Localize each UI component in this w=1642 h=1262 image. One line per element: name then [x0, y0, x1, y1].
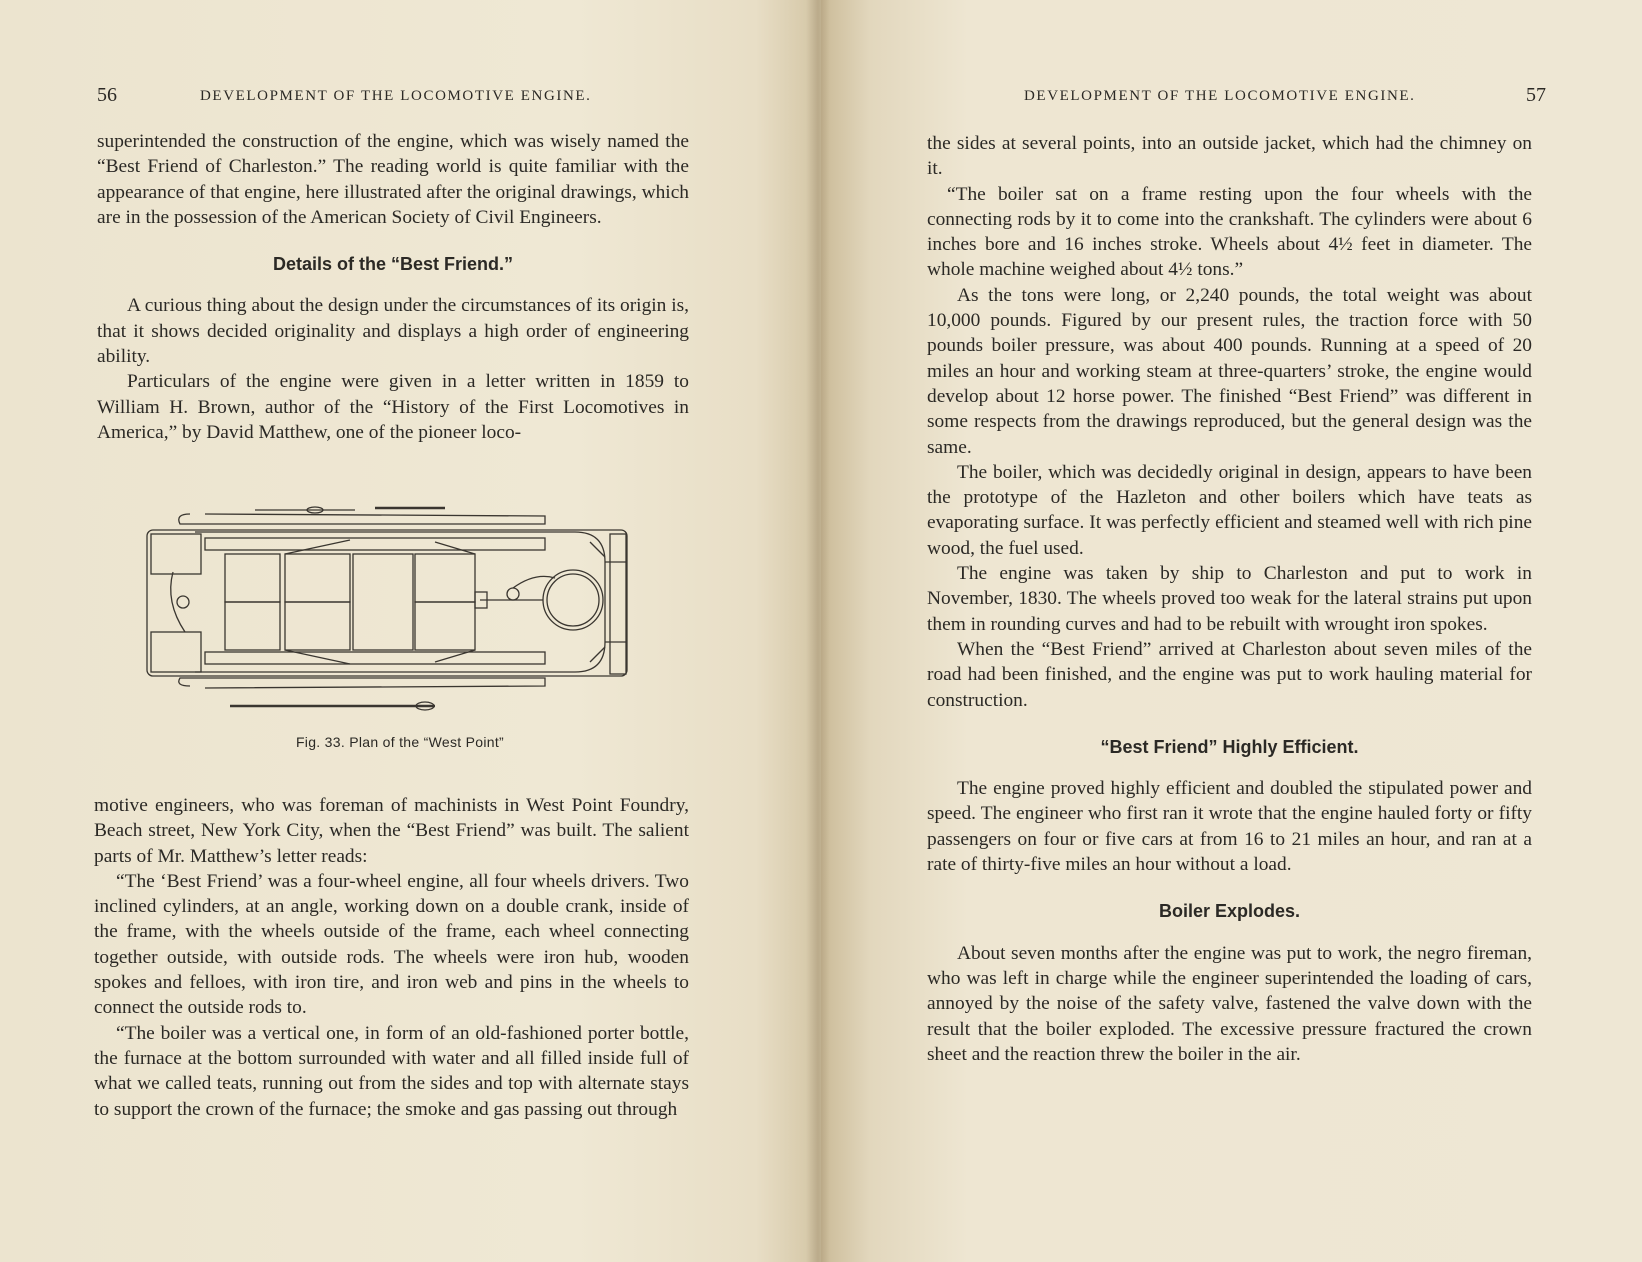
right-page [821, 0, 1642, 1262]
left-text-bottom [94, 793, 689, 1122]
right-text [927, 131, 1532, 1067]
paragraph: A curious thing about the design under the circumstances of its origin is, that it shows decided originality and displays a high order of engineering ability. [97, 295, 689, 368]
paragraph: As the tons were long, or 2,240 pounds, the total weight was about 10,000 pounds. Figured by our present rules, the traction force with 50 pounds boiler pressure, was about 400 pounds. Running at a speed of 20 miles an hour and working steam at three-quarters’ stroke, the engine would develop about 12 horse power. The finished “Best Friend” was different in some respects from the drawings reproduced, but the general design was the same. [927, 284, 1532, 458]
paragraph: “The boiler was a vertical one, in form of an old-fashioned porter bottle, the furnace at the bottom surrounded with water and all filled inside full of what we called teats, running out from the sides and top with alternate stays to support the crown of the furnace; the smoke and gas passing out through [94, 1022, 689, 1120]
page-number-left: 56 [97, 84, 117, 106]
paragraph: the sides at several points, into an outside jacket, which had the chimney on it. [927, 133, 1532, 180]
paragraph: The boiler, which was decidedly original in design, appears to have been the prototype of the Hazleton and other boilers which have teats as evaporating surface. It was perfectly efficient and steamed well with rich pine wood, the fuel used. [927, 461, 1532, 559]
paragraph: “The ‘Best Friend’ was a four-wheel engine, all four wheels drivers. Two inclined cylinders, at an angle, working down on a double crank, inside of the frame, with the wheels outside of the frame, each wheel connecting together outside, with outside rods. The wheels were iron hub, wooden spokes and felloes, with iron tire, and iron web and pins in the wheels to connect the outside rods to. [94, 870, 689, 1019]
figure-plan-drawing [135, 502, 665, 750]
section-heading: Details of the “Best Friend.” [272, 254, 514, 275]
paragraph: About seven months after the engine was put to work, the negro fireman, who was left in charge while the engineer superintended the loading of cars, annoyed by the noise of the safety valve, fastened the valve down with the result that the boiler exploded. The excessive pressure fractured the crown sheet and the reaction threw the boiler in the air. [927, 942, 1532, 1065]
section-heading: “Best Friend” Highly Efficient. [1100, 736, 1359, 757]
book-gutter [806, 0, 830, 1262]
paragraph: Particulars of the engine were given in a letter written in 1859 to William H. Brown, author of the “History of the First Locomotives in America,” by David Matthew, one of the pioneer loco- [97, 371, 689, 443]
page-number-right: 57 [1526, 84, 1546, 106]
paragraph: The engine proved highly efficient and doubled the stipulated power and speed. The engineer who first ran it wrote that the engine hauled forty or fifty passengers on four or five cars at from 16 to 21 miles an hour, and ran at a rate of thirty-five miles an hour without a load. [927, 778, 1532, 876]
paragraph: When the “Best Friend” arrived at Charleston about seven miles of the road had been finished, and the engine was put to work hauling material for construction. [927, 638, 1532, 711]
left-text-top [97, 129, 689, 445]
paragraph: superintended the construction of the engine, which was wisely named the “Best Friend of Charleston.” The reading world is quite familiar with the appearance of that engine, here illustrated after the original drawings, which are in the possession of the American Society of Civil Engineers. [97, 131, 689, 228]
section-heading: Boiler Explodes. [1158, 901, 1301, 922]
running-head-right: DEVELOPMENT OF THE LOCOMOTIVE ENGINE. [1024, 88, 1416, 104]
figure-caption: Fig. 33. Plan of the “West Point” [295, 734, 505, 750]
paragraph: “The boiler sat on a frame resting upon the four wheels with the connecting rods by it to come into the crankshaft. The cylinders were about 6 inches bore and 16 inches stroke. Wheels about 4½ feet in diameter. The whole machine weighed about 4½ tons.” [927, 183, 1532, 281]
locomotive-plan-illustration [135, 502, 665, 722]
running-head-left: DEVELOPMENT OF THE LOCOMOTIVE ENGINE. [200, 88, 592, 104]
paragraph: motive engineers, who was foreman of machinists in West Point Foundry, Beach street, New York City, when the “Best Friend” was built. The salient parts of Mr. Matthew’s letter reads: [94, 795, 689, 867]
paragraph: The engine was taken by ship to Charleston and put to work in November, 1830. The wheels proved too weak for the lateral strains put upon them in rounding curves and had to be rebuilt with wrought iron spokes. [927, 563, 1532, 635]
